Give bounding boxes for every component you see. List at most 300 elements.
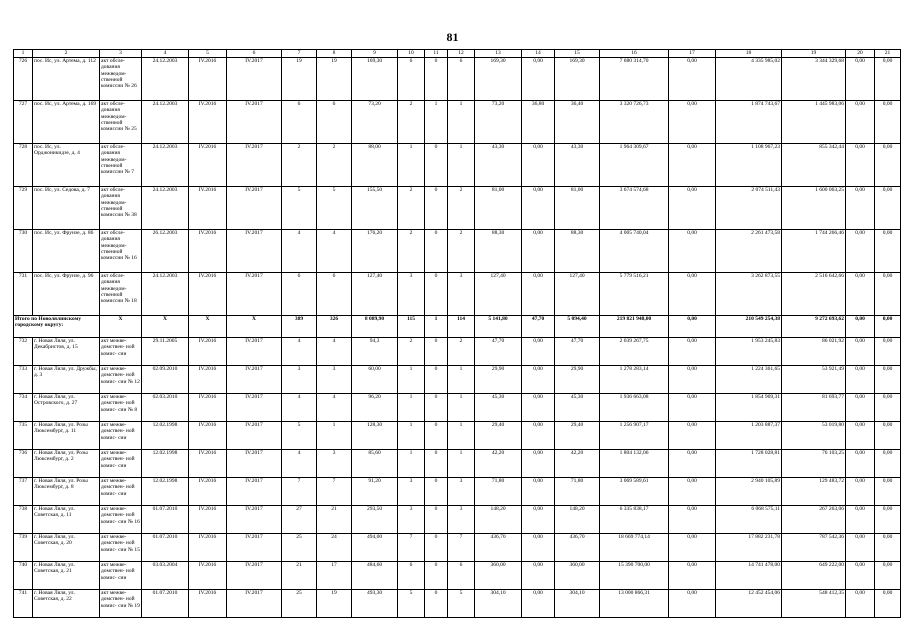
- table-cell: 2: [317, 144, 352, 187]
- table-cell: 1: [398, 366, 425, 394]
- table-cell: IV.2016: [189, 422, 227, 450]
- table-cell: IV.2017: [227, 187, 282, 230]
- table-cell: г. Новая Ляля, ул. Советская, д. 11: [33, 506, 100, 534]
- table-cell: 6: [448, 58, 475, 101]
- table-cell: 1 874 743,67: [716, 101, 782, 144]
- table-cell: 733: [14, 366, 33, 394]
- table-cell: 0,00: [875, 273, 901, 316]
- table-cell: 0,00: [846, 273, 875, 316]
- table-cell: 1: [398, 144, 425, 187]
- table-cell: IV.2017: [227, 366, 282, 394]
- column-header: 17: [669, 50, 716, 58]
- table-cell: 3 262 873,55: [716, 273, 782, 316]
- table-cell: 1: [448, 366, 475, 394]
- column-header: 6: [227, 50, 282, 58]
- column-header: 12: [448, 50, 475, 58]
- table-cell: 169,30: [555, 58, 600, 101]
- table-cell: IV.2016: [189, 338, 227, 366]
- table-cell: акт межве- домствен- ной комис- сии № 19: [100, 590, 142, 618]
- table-cell: 326: [317, 316, 352, 338]
- table-cell: 2: [398, 187, 425, 230]
- table-cell: 1: [398, 450, 425, 478]
- table-cell: 81 693,77: [782, 394, 846, 422]
- table-cell: 0: [425, 187, 448, 230]
- table-cell: 0,00: [875, 316, 901, 338]
- column-header: 11: [425, 50, 448, 58]
- table-cell: 360,00: [475, 562, 522, 590]
- table-cell: пос. Ис, ул. Орджоникидзе, д. 4: [33, 144, 100, 187]
- table-cell: 5: [282, 422, 317, 450]
- table-cell: 03.03.2004: [142, 562, 189, 590]
- table-cell: 1 203 887,37: [716, 422, 782, 450]
- table-cell: 360,00: [555, 562, 600, 590]
- table-cell: 0,00: [846, 144, 875, 187]
- table-cell: 3: [398, 273, 425, 316]
- table-cell: 85,60: [352, 450, 398, 478]
- table-cell: IV.2017: [227, 562, 282, 590]
- table-cell: 0: [425, 366, 448, 394]
- table-cell: 741: [14, 590, 33, 618]
- table-cell: 0,00: [669, 450, 716, 478]
- table-cell: 0,00: [846, 316, 875, 338]
- table-cell: 29,90: [555, 366, 600, 394]
- table-cell: 0,00: [522, 187, 555, 230]
- column-header: 3: [100, 50, 142, 58]
- column-header: 10: [398, 50, 425, 58]
- table-cell: 4: [282, 338, 317, 366]
- table-cell: IV.2017: [227, 478, 282, 506]
- table-cell: 0,00: [522, 422, 555, 450]
- table-cell: 81,00: [555, 187, 600, 230]
- table-cell: 734: [14, 394, 33, 422]
- table-row: [14, 338, 901, 366]
- table-cell: IV.2017: [227, 230, 282, 273]
- table-cell: 0,00: [875, 534, 901, 562]
- table-cell: IV.2016: [189, 562, 227, 590]
- table-cell: 2 039 267,75: [600, 338, 669, 366]
- table-cell: акт межве- домствен- ной комис- сии: [100, 478, 142, 506]
- table-cell: 0: [425, 58, 448, 101]
- table-cell: 0,00: [522, 338, 555, 366]
- table-cell: 94,3: [352, 338, 398, 366]
- table-cell: 5 141,80: [475, 316, 522, 338]
- table-cell: 0,00: [846, 450, 875, 478]
- table-cell: 0,00: [846, 366, 875, 394]
- table-cell: пос. Ис, ул. Седова, д. 7: [33, 187, 100, 230]
- table-cell: 304,10: [555, 590, 600, 618]
- table-cell: 2: [282, 144, 317, 187]
- table-cell: 155,50: [352, 187, 398, 230]
- table-cell: X: [100, 316, 142, 338]
- table-cell: 3: [317, 450, 352, 478]
- table-cell: 73,20: [475, 101, 522, 144]
- table-cell: 0,00: [669, 230, 716, 273]
- table-cell: 29,40: [555, 422, 600, 450]
- table-cell: 148,20: [475, 506, 522, 534]
- table-cell: 0,00: [846, 338, 875, 366]
- table-cell: 0,00: [875, 590, 901, 618]
- table-cell: 88,30: [555, 230, 600, 273]
- table-row: [14, 58, 901, 101]
- table-cell: 0,00: [846, 422, 875, 450]
- table-cell: 1 728 028,81: [716, 450, 782, 478]
- table-cell: 4 005 740,04: [600, 230, 669, 273]
- table-cell: 855 342,44: [782, 144, 846, 187]
- table-row: [14, 562, 901, 590]
- table-cell: пос. Ис, ул. Фрунзе, д. 96: [33, 273, 100, 316]
- table-cell: 484,60: [352, 562, 398, 590]
- table-row: [14, 187, 901, 230]
- table-cell: 24.12.2003: [142, 187, 189, 230]
- table-cell: 0: [425, 144, 448, 187]
- table-cell: 0,00: [669, 273, 716, 316]
- table-cell: 1: [448, 101, 475, 144]
- table-cell: 1: [448, 422, 475, 450]
- table-cell: 7 680 314,70: [600, 58, 669, 101]
- column-header: 13: [475, 50, 522, 58]
- table-cell: 0,00: [522, 478, 555, 506]
- table-cell: 3: [448, 506, 475, 534]
- table-cell: 3: [398, 478, 425, 506]
- table-cell: 12.02.1998: [142, 450, 189, 478]
- table-cell: 1: [425, 101, 448, 144]
- table-row: [14, 144, 901, 187]
- table-cell: 127,40: [475, 273, 522, 316]
- table-cell: 24.12.2003: [142, 273, 189, 316]
- table-cell: 01.07.2010: [142, 534, 189, 562]
- table-cell: 5 094,40: [555, 316, 600, 338]
- table-cell: 5: [282, 187, 317, 230]
- table-cell: 4: [317, 394, 352, 422]
- table-cell: 169,30: [352, 58, 398, 101]
- table-cell: X: [189, 316, 227, 338]
- table-cell: 0: [425, 450, 448, 478]
- table-cell: 27: [282, 506, 317, 534]
- table-cell: 4: [317, 230, 352, 273]
- table-cell: 6: [317, 101, 352, 144]
- table-cell: 739: [14, 534, 33, 562]
- table-cell: 0,00: [846, 230, 875, 273]
- table-cell: акт обсле- дования межведом- ственной комиссии № 18: [100, 273, 142, 316]
- column-header: 8: [317, 50, 352, 58]
- table-cell: 2 074 511,43: [716, 187, 782, 230]
- column-header: 21: [875, 50, 901, 58]
- table-cell: IV.2017: [227, 450, 282, 478]
- table-cell: 24.12.2003: [142, 144, 189, 187]
- table-cell: 0,00: [875, 338, 901, 366]
- column-header: 19: [782, 50, 846, 58]
- table-cell: 17 882 231,78: [716, 534, 782, 562]
- table-cell: 0,00: [669, 58, 716, 101]
- table-cell: 36,80: [522, 101, 555, 144]
- table-cell: 0,00: [846, 534, 875, 562]
- table-cell: 0: [425, 422, 448, 450]
- table-cell: 493,30: [352, 590, 398, 618]
- table-cell: 3 344 329,68: [782, 58, 846, 101]
- table-cell: 738: [14, 506, 33, 534]
- table-cell: 53 921,49: [782, 366, 846, 394]
- table-cell: 0: [425, 338, 448, 366]
- table-cell: 1: [448, 450, 475, 478]
- table-cell: 0: [425, 273, 448, 316]
- table-cell: 0,00: [846, 58, 875, 101]
- table-cell: 24: [317, 534, 352, 562]
- table-cell: 1 108 967,23: [716, 144, 782, 187]
- table-cell: 1: [398, 422, 425, 450]
- table-cell: акт обсле- дования межведом- ственной комиссии № 38: [100, 187, 142, 230]
- table-cell: 17: [317, 562, 352, 590]
- table-cell: 0,00: [522, 366, 555, 394]
- table-cell: IV.2017: [227, 101, 282, 144]
- table-cell: 7: [448, 534, 475, 562]
- table-cell: 0,00: [522, 58, 555, 101]
- table-cell: 6 335 838,17: [600, 506, 669, 534]
- table-cell: IV.2016: [189, 144, 227, 187]
- table-cell: акт обсле- дования межведом- ственной комиссии № 16: [100, 230, 142, 273]
- table-cell: акт межве- домствен- ной комис- сии № 12: [100, 366, 142, 394]
- table-cell: 219 821 948,00: [600, 316, 669, 338]
- table-cell: 0,00: [522, 144, 555, 187]
- table-cell: акт межве- домствен- ной комис- сии № 16: [100, 506, 142, 534]
- table-cell: IV.2016: [189, 230, 227, 273]
- table-cell: акт межве- домствен- ной комис- сии № 15: [100, 534, 142, 562]
- table-cell: 26.12.2003: [142, 230, 189, 273]
- table-cell: 0,00: [669, 316, 716, 338]
- table-cell: 0,00: [846, 187, 875, 230]
- table-cell: 91,20: [352, 478, 398, 506]
- table-cell: 0,00: [522, 534, 555, 562]
- table-cell: 267 263,06: [782, 506, 846, 534]
- table-cell: 1 964 309,67: [600, 144, 669, 187]
- table-cell: акт межве- домствен- ной комис- сии: [100, 338, 142, 366]
- table-cell: 0,00: [875, 562, 901, 590]
- table-cell: 115: [398, 316, 425, 338]
- table-cell: 548 412,35: [782, 590, 846, 618]
- table-cell: 0,00: [669, 562, 716, 590]
- table-cell: 0,00: [846, 394, 875, 422]
- table-cell: г. Новая Ляля, ул. Розы Люксембург, д. 2: [33, 450, 100, 478]
- column-header: 4: [142, 50, 189, 58]
- table-cell: 1: [425, 316, 448, 338]
- table-cell: 0,00: [522, 590, 555, 618]
- table-row: [14, 101, 901, 144]
- table-cell: 1 256 907,17: [600, 422, 669, 450]
- table-cell: г. Новая Ляля, ул. Советская, д. 21: [33, 562, 100, 590]
- table-cell: 12.02.1998: [142, 478, 189, 506]
- table-cell: 43,30: [475, 144, 522, 187]
- table-cell: 0,00: [522, 230, 555, 273]
- table-cell: 0,00: [846, 506, 875, 534]
- table-cell: 0,00: [875, 366, 901, 394]
- table-cell: 293,50: [352, 506, 398, 534]
- table-cell: 127,40: [352, 273, 398, 316]
- table-cell: 13 000 866,31: [600, 590, 669, 618]
- table-cell: 129 483,72: [782, 478, 846, 506]
- table-cell: 6: [282, 273, 317, 316]
- table-cell: 1 744 266,46: [782, 230, 846, 273]
- table-row: [14, 534, 901, 562]
- table-cell: 0: [425, 590, 448, 618]
- table-cell: 114: [448, 316, 475, 338]
- table-cell: 8 089,90: [352, 316, 398, 338]
- column-header: 18: [716, 50, 782, 58]
- column-header: 15: [555, 50, 600, 58]
- total-label: Итого по Новолялинскому городскому округу:: [14, 316, 100, 338]
- table-cell: 0,00: [875, 478, 901, 506]
- table-cell: 2 261 473,58: [716, 230, 782, 273]
- table-cell: 9 272 693,62: [782, 316, 846, 338]
- table-row: [14, 506, 901, 534]
- table-cell: 0,00: [875, 450, 901, 478]
- table-cell: 29,40: [475, 422, 522, 450]
- table-cell: 6: [398, 562, 425, 590]
- table-cell: 0,00: [669, 422, 716, 450]
- table-cell: 1 278 283,14: [600, 366, 669, 394]
- table-cell: 86 021,92: [782, 338, 846, 366]
- table-cell: акт обсле- дования межведом- ственной комиссии № 7: [100, 144, 142, 187]
- table-cell: 36,40: [555, 101, 600, 144]
- table-cell: пос. Ис, ул. Артема, д. 169: [33, 101, 100, 144]
- table-cell: г. Новая Ляля, ул. Декабристов, д. 15: [33, 338, 100, 366]
- table-row: [14, 230, 901, 273]
- table-cell: г. Новая Ляля, ул. Советская, д. 22: [33, 590, 100, 618]
- table-cell: 29.11.2005: [142, 338, 189, 366]
- table-cell: 0,00: [522, 450, 555, 478]
- table-cell: 6: [317, 273, 352, 316]
- table-cell: IV.2016: [189, 534, 227, 562]
- table-cell: 45,30: [475, 394, 522, 422]
- table-cell: 3: [317, 366, 352, 394]
- table-cell: 7: [398, 534, 425, 562]
- table-cell: IV.2017: [227, 394, 282, 422]
- table-cell: пос. Ис, ул. Артема, д. 112: [33, 58, 100, 101]
- table-cell: 436,70: [475, 534, 522, 562]
- table-cell: 60,00: [352, 366, 398, 394]
- table-cell: 0,00: [669, 534, 716, 562]
- table-cell: IV.2016: [189, 450, 227, 478]
- table-cell: г. Новая Ляля, ул. Розы Люксембург, д. 11: [33, 422, 100, 450]
- table-cell: 0,00: [875, 230, 901, 273]
- table-cell: 5: [398, 590, 425, 618]
- table-cell: 0,00: [669, 187, 716, 230]
- table-cell: 88,00: [352, 144, 398, 187]
- table-cell: IV.2016: [189, 187, 227, 230]
- table-cell: 88,30: [475, 230, 522, 273]
- column-header: 16: [600, 50, 669, 58]
- table-cell: 1 445 983,06: [782, 101, 846, 144]
- table-cell: 389: [282, 316, 317, 338]
- table-cell: 735: [14, 422, 33, 450]
- table-cell: 4: [282, 450, 317, 478]
- table-cell: г. Новая Ляля, ул. Островского, д. 27: [33, 394, 100, 422]
- table-cell: 0,00: [846, 562, 875, 590]
- table-cell: IV.2016: [189, 366, 227, 394]
- table-row: [14, 422, 901, 450]
- table-cell: 128,30: [352, 422, 398, 450]
- table-cell: 6: [398, 58, 425, 101]
- table-cell: 730: [14, 230, 33, 273]
- table-cell: 2: [398, 338, 425, 366]
- table-cell: 0,00: [669, 366, 716, 394]
- table-cell: 96,20: [352, 394, 398, 422]
- table-cell: 29,90: [475, 366, 522, 394]
- table-cell: 728: [14, 144, 33, 187]
- table-cell: 787 542,36: [782, 534, 846, 562]
- table-cell: пос. Ис, ул. Фрунзе, д. 86: [33, 230, 100, 273]
- table-cell: 02.03.2010: [142, 394, 189, 422]
- column-header: 7: [282, 50, 317, 58]
- table-cell: 0,00: [875, 422, 901, 450]
- table-cell: IV.2017: [227, 534, 282, 562]
- table-row: [14, 478, 901, 506]
- table-cell: 47,70: [522, 316, 555, 338]
- table-cell: 6: [282, 101, 317, 144]
- table-cell: IV.2016: [189, 58, 227, 101]
- table-cell: 5 779 516,21: [600, 273, 669, 316]
- table-cell: 19: [317, 590, 352, 618]
- table-cell: 2: [448, 338, 475, 366]
- table-cell: 0,00: [522, 506, 555, 534]
- table-cell: 731: [14, 273, 33, 316]
- table-cell: 0,00: [669, 144, 716, 187]
- table-cell: 0,00: [669, 394, 716, 422]
- table-cell: 42,20: [555, 450, 600, 478]
- table-cell: 5: [317, 187, 352, 230]
- table-cell: 15 390 700,00: [600, 562, 669, 590]
- table-cell: акт обсле- дования межведом- ственной комиссии № 26: [100, 58, 142, 101]
- table-cell: 81,00: [475, 187, 522, 230]
- table-cell: 1: [317, 422, 352, 450]
- table-body: [14, 50, 901, 618]
- table-row: [14, 394, 901, 422]
- table-cell: X: [227, 316, 282, 338]
- table-cell: 21: [317, 506, 352, 534]
- table-cell: 0: [425, 230, 448, 273]
- table-cell: IV.2017: [227, 144, 282, 187]
- table-cell: IV.2017: [227, 58, 282, 101]
- table-cell: IV.2017: [227, 422, 282, 450]
- table-cell: 0,00: [669, 590, 716, 618]
- table-cell: 24.12.2003: [142, 58, 189, 101]
- table-cell: 21: [282, 562, 317, 590]
- table-cell: 4: [282, 394, 317, 422]
- table-cell: IV.2017: [227, 590, 282, 618]
- table-cell: 729: [14, 187, 33, 230]
- table-cell: 210 549 254,38: [716, 316, 782, 338]
- table-cell: 76 103,25: [782, 450, 846, 478]
- table-cell: 1: [448, 144, 475, 187]
- total-row: [14, 316, 901, 338]
- table-row: [14, 273, 901, 316]
- table-cell: 2: [398, 101, 425, 144]
- table-cell: 0,00: [875, 101, 901, 144]
- table-cell: 0: [425, 562, 448, 590]
- table-cell: 4 335 985,02: [716, 58, 782, 101]
- table-cell: акт межве- домствен- ной комис- сии: [100, 450, 142, 478]
- column-header: 5: [189, 50, 227, 58]
- table-cell: 3 320 726,73: [600, 101, 669, 144]
- column-header: 20: [846, 50, 875, 58]
- table-cell: 1 854 969,31: [716, 394, 782, 422]
- table-cell: 0: [425, 534, 448, 562]
- table-cell: 4: [282, 230, 317, 273]
- table-cell: 1 936 663,08: [600, 394, 669, 422]
- table-cell: 25: [282, 534, 317, 562]
- table-cell: 0,00: [522, 562, 555, 590]
- table-cell: акт обсле- дования межведом- ственной комиссии № 25: [100, 101, 142, 144]
- table-cell: 0,00: [875, 506, 901, 534]
- table-cell: 24.12.2003: [142, 101, 189, 144]
